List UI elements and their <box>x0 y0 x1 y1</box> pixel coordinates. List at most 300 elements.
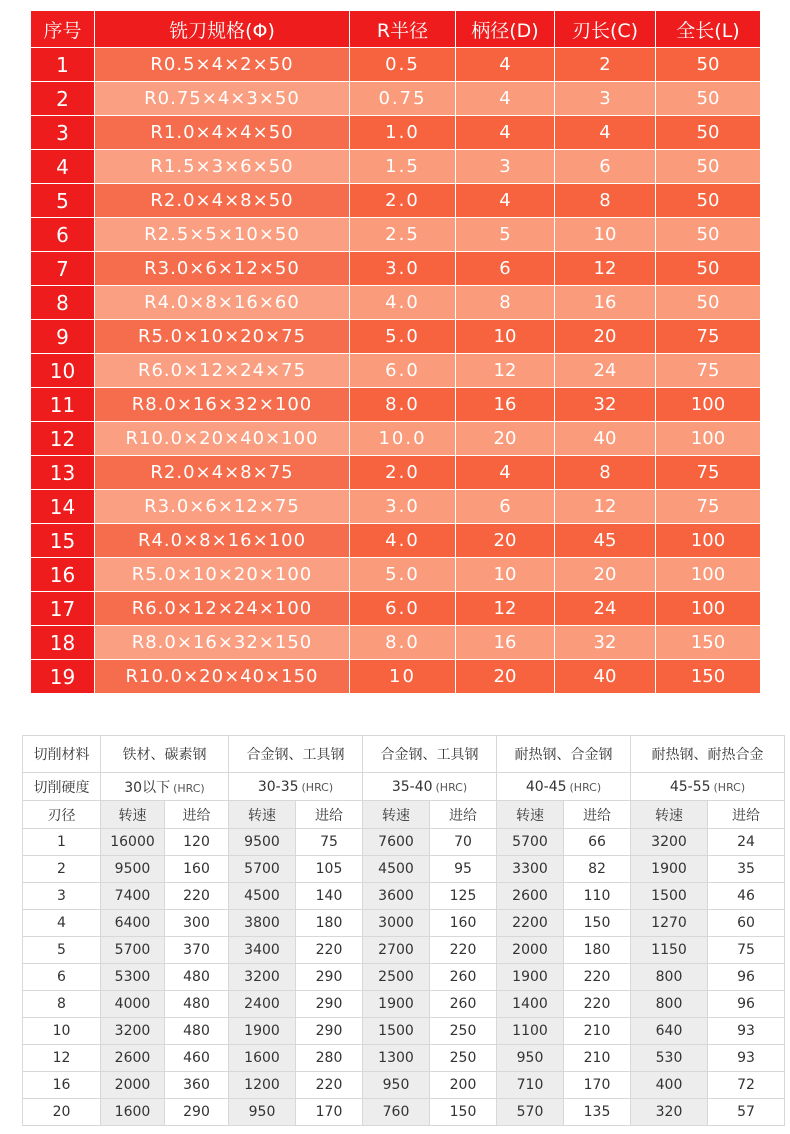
cell-speed: 3800 <box>229 910 296 937</box>
cell-index: 5 <box>31 184 95 218</box>
cell-feed: 290 <box>165 1099 229 1126</box>
cell-feed: 210 <box>564 1045 631 1072</box>
cell-speed: 3600 <box>363 883 430 910</box>
cell-spec: R5.0×10×20×100 <box>95 558 350 592</box>
feed-label: 进给 <box>564 801 631 829</box>
cell-edge-length: 40 <box>555 660 656 694</box>
cell-feed: 170 <box>296 1099 363 1126</box>
cell-index: 9 <box>31 320 95 354</box>
cell-shank: 10 <box>456 320 555 354</box>
cell-radius: 4.0 <box>350 524 456 558</box>
spec-table <box>30 10 761 694</box>
spec-header-row <box>31 11 761 48</box>
cell-total-length: 50 <box>656 116 761 150</box>
cell-feed: 35 <box>708 856 785 883</box>
cell-radius: 8.0 <box>350 388 456 422</box>
cell-radius: 8.0 <box>350 626 456 660</box>
spec-row <box>31 286 761 320</box>
cell-diameter: 10 <box>23 1018 101 1045</box>
speed-label: 转速 <box>229 801 296 829</box>
cell-index: 12 <box>31 422 95 456</box>
hrc-unit: (HRC) <box>435 780 468 794</box>
cell-speed: 320 <box>631 1099 708 1126</box>
speed-label: 转速 <box>631 801 708 829</box>
spec-row <box>31 524 761 558</box>
cell-total-length: 75 <box>656 490 761 524</box>
cell-shank: 4 <box>456 456 555 490</box>
cell-speed: 16000 <box>101 829 165 856</box>
cell-speed: 950 <box>363 1072 430 1099</box>
cut-row <box>23 1072 785 1099</box>
spec-row <box>31 490 761 524</box>
cell-edge-length: 45 <box>555 524 656 558</box>
cell-feed: 60 <box>708 910 785 937</box>
cell-total-length: 50 <box>656 82 761 116</box>
cell-index: 6 <box>31 218 95 252</box>
cell-feed: 93 <box>708 1018 785 1045</box>
cell-index: 14 <box>31 490 95 524</box>
cell-speed: 6400 <box>101 910 165 937</box>
cell-radius: 5.0 <box>350 320 456 354</box>
cell-feed: 110 <box>564 883 631 910</box>
cell-edge-length: 8 <box>555 184 656 218</box>
cell-feed: 57 <box>708 1099 785 1126</box>
cell-feed: 480 <box>165 964 229 991</box>
cut-row <box>23 883 785 910</box>
cell-edge-length: 20 <box>555 320 656 354</box>
cell-spec: R8.0×16×32×150 <box>95 626 350 660</box>
spec-row <box>31 456 761 490</box>
cell-feed: 75 <box>296 829 363 856</box>
cell-feed: 290 <box>296 991 363 1018</box>
cell-index: 1 <box>31 48 95 82</box>
cell-speed: 1900 <box>229 1018 296 1045</box>
cell-feed: 95 <box>430 856 497 883</box>
cut-row <box>23 937 785 964</box>
cell-total-length: 50 <box>656 184 761 218</box>
cell-radius: 3.0 <box>350 252 456 286</box>
cell-edge-length: 40 <box>555 422 656 456</box>
hardness-row <box>23 773 785 801</box>
cell-speed: 950 <box>497 1045 564 1072</box>
cut-row <box>23 910 785 937</box>
cell-index: 11 <box>31 388 95 422</box>
cell-speed: 800 <box>631 964 708 991</box>
material-label: 切削材料 <box>23 736 101 773</box>
cell-index: 15 <box>31 524 95 558</box>
cell-index: 2 <box>31 82 95 116</box>
cell-feed: 75 <box>708 937 785 964</box>
cell-feed: 260 <box>430 964 497 991</box>
cell-speed: 7600 <box>363 829 430 856</box>
cell-total-length: 50 <box>656 252 761 286</box>
cell-speed: 3000 <box>363 910 430 937</box>
cell-diameter: 3 <box>23 883 101 910</box>
cell-shank: 4 <box>456 116 555 150</box>
cell-edge-length: 20 <box>555 558 656 592</box>
cell-index: 7 <box>31 252 95 286</box>
cell-speed: 1400 <box>497 991 564 1018</box>
cell-spec: R6.0×12×24×100 <box>95 592 350 626</box>
cell-edge-length: 10 <box>555 218 656 252</box>
cell-speed: 1500 <box>631 883 708 910</box>
cell-shank: 8 <box>456 286 555 320</box>
cell-radius: 10.0 <box>350 422 456 456</box>
cell-speed: 2500 <box>363 964 430 991</box>
cell-shank: 6 <box>456 252 555 286</box>
cell-feed: 72 <box>708 1072 785 1099</box>
cell-speed: 1150 <box>631 937 708 964</box>
cut-row <box>23 856 785 883</box>
cell-feed: 82 <box>564 856 631 883</box>
cell-spec: R3.0×6×12×50 <box>95 252 350 286</box>
cell-feed: 480 <box>165 1018 229 1045</box>
speed-label: 转速 <box>497 801 564 829</box>
cell-speed: 2600 <box>101 1045 165 1072</box>
cell-speed: 530 <box>631 1045 708 1072</box>
cell-speed: 1600 <box>229 1045 296 1072</box>
cell-total-length: 75 <box>656 456 761 490</box>
header-index: 序号 <box>31 11 95 48</box>
cell-speed: 1100 <box>497 1018 564 1045</box>
cell-speed: 1900 <box>363 991 430 1018</box>
cell-total-length: 100 <box>656 388 761 422</box>
cell-total-length: 50 <box>656 286 761 320</box>
cell-feed: 96 <box>708 991 785 1018</box>
cell-feed: 300 <box>165 910 229 937</box>
cell-feed: 250 <box>430 1018 497 1045</box>
material-4: 耐热钢、合金钢 <box>497 736 631 773</box>
cell-diameter: 12 <box>23 1045 101 1072</box>
cell-shank: 6 <box>456 490 555 524</box>
cell-feed: 210 <box>564 1018 631 1045</box>
cell-speed: 800 <box>631 991 708 1018</box>
cell-speed: 3200 <box>101 1018 165 1045</box>
hardness-value: 35-40 <box>391 778 433 795</box>
cut-row <box>23 1099 785 1126</box>
cell-speed: 1900 <box>497 964 564 991</box>
spec-row <box>31 320 761 354</box>
cell-spec: R10.0×20×40×100 <box>95 422 350 456</box>
hrc-unit: (HRC) <box>713 780 746 794</box>
cell-feed: 93 <box>708 1045 785 1072</box>
cell-feed: 180 <box>564 937 631 964</box>
cell-radius: 2.0 <box>350 184 456 218</box>
cell-feed: 105 <box>296 856 363 883</box>
header-radius: R半径 <box>350 11 456 48</box>
cell-speed: 2600 <box>497 883 564 910</box>
cell-edge-length: 6 <box>555 150 656 184</box>
cell-speed: 4000 <box>101 991 165 1018</box>
hardness-value: 30-35 <box>257 778 299 795</box>
cut-row <box>23 964 785 991</box>
cell-feed: 180 <box>296 910 363 937</box>
cell-speed: 570 <box>497 1099 564 1126</box>
cell-diameter: 8 <box>23 991 101 1018</box>
cell-feed: 360 <box>165 1072 229 1099</box>
cell-total-length: 150 <box>656 660 761 694</box>
cut-row <box>23 991 785 1018</box>
cell-spec: R1.0×4×4×50 <box>95 116 350 150</box>
cell-spec: R5.0×10×20×75 <box>95 320 350 354</box>
cell-spec: R3.0×6×12×75 <box>95 490 350 524</box>
cell-speed: 710 <box>497 1072 564 1099</box>
cell-feed: 125 <box>430 883 497 910</box>
cell-diameter: 1 <box>23 829 101 856</box>
header-spec: 铣刀规格(Φ) <box>95 11 350 48</box>
cell-shank: 20 <box>456 422 555 456</box>
cell-shank: 12 <box>456 354 555 388</box>
cell-shank: 20 <box>456 524 555 558</box>
spec-row <box>31 558 761 592</box>
cell-speed: 1600 <box>101 1099 165 1126</box>
param-header-row <box>23 801 785 829</box>
cell-feed: 150 <box>564 910 631 937</box>
cell-total-length: 50 <box>656 150 761 184</box>
cell-radius: 2.0 <box>350 456 456 490</box>
speed-label: 转速 <box>101 801 165 829</box>
cell-index: 16 <box>31 558 95 592</box>
cell-spec: R2.5×5×10×50 <box>95 218 350 252</box>
cell-feed: 280 <box>296 1045 363 1072</box>
cell-speed: 2400 <box>229 991 296 1018</box>
cell-feed: 220 <box>430 937 497 964</box>
spec-body <box>31 48 761 694</box>
cell-edge-length: 12 <box>555 252 656 286</box>
cell-feed: 290 <box>296 1018 363 1045</box>
cell-index: 4 <box>31 150 95 184</box>
cell-edge-length: 2 <box>555 48 656 82</box>
cell-feed: 70 <box>430 829 497 856</box>
cell-speed: 4500 <box>363 856 430 883</box>
cell-edge-length: 4 <box>555 116 656 150</box>
cell-radius: 1.5 <box>350 150 456 184</box>
cell-feed: 150 <box>430 1099 497 1126</box>
cell-radius: 6.0 <box>350 592 456 626</box>
cell-total-length: 100 <box>656 524 761 558</box>
cell-diameter: 2 <box>23 856 101 883</box>
cell-radius: 0.75 <box>350 82 456 116</box>
cell-speed: 1500 <box>363 1018 430 1045</box>
cell-shank: 4 <box>456 82 555 116</box>
cell-spec: R8.0×16×32×100 <box>95 388 350 422</box>
cell-total-length: 50 <box>656 48 761 82</box>
cell-shank: 10 <box>456 558 555 592</box>
cell-speed: 5300 <box>101 964 165 991</box>
cell-total-length: 100 <box>656 422 761 456</box>
feed-label: 进给 <box>296 801 363 829</box>
spec-row <box>31 218 761 252</box>
cell-edge-length: 16 <box>555 286 656 320</box>
cell-edge-length: 32 <box>555 388 656 422</box>
cell-feed: 96 <box>708 964 785 991</box>
cell-feed: 250 <box>430 1045 497 1072</box>
cell-diameter: 16 <box>23 1072 101 1099</box>
cell-total-length: 50 <box>656 218 761 252</box>
cell-shank: 4 <box>456 48 555 82</box>
cell-spec: R2.0×4×8×50 <box>95 184 350 218</box>
cell-feed: 170 <box>564 1072 631 1099</box>
cell-spec: R4.0×8×16×100 <box>95 524 350 558</box>
cell-index: 8 <box>31 286 95 320</box>
hardness-5 <box>631 773 785 801</box>
material-5: 耐热钢、耐热合金 <box>631 736 785 773</box>
spec-row <box>31 116 761 150</box>
cell-speed: 400 <box>631 1072 708 1099</box>
diameter-label: 刃径 <box>23 801 101 829</box>
cell-total-length: 75 <box>656 354 761 388</box>
cut-row <box>23 1045 785 1072</box>
cell-feed: 460 <box>165 1045 229 1072</box>
spec-row <box>31 252 761 286</box>
cell-total-length: 100 <box>656 592 761 626</box>
cell-radius: 2.5 <box>350 218 456 252</box>
cell-edge-length: 24 <box>555 354 656 388</box>
material-2: 合金钢、工具钢 <box>229 736 363 773</box>
cell-speed: 5700 <box>101 937 165 964</box>
cell-speed: 640 <box>631 1018 708 1045</box>
material-3: 合金钢、工具钢 <box>363 736 497 773</box>
cell-speed: 2000 <box>101 1072 165 1099</box>
cell-feed: 200 <box>430 1072 497 1099</box>
speed-label: 转速 <box>363 801 430 829</box>
header-shank: 柄径(D) <box>456 11 555 48</box>
cell-speed: 1900 <box>631 856 708 883</box>
cell-spec: R1.5×3×6×50 <box>95 150 350 184</box>
cell-speed: 1270 <box>631 910 708 937</box>
cell-speed: 2700 <box>363 937 430 964</box>
cell-diameter: 6 <box>23 964 101 991</box>
cell-shank: 5 <box>456 218 555 252</box>
spec-row <box>31 660 761 694</box>
cutting-parameters-table <box>22 735 785 1126</box>
cut-row <box>23 829 785 856</box>
cell-feed: 220 <box>564 991 631 1018</box>
cell-spec: R6.0×12×24×75 <box>95 354 350 388</box>
hrc-unit: (HRC) <box>173 781 205 795</box>
feed-label: 进给 <box>165 801 229 829</box>
cell-index: 13 <box>31 456 95 490</box>
hardness-3 <box>363 773 497 801</box>
spec-row <box>31 422 761 456</box>
hrc-unit: (HRC) <box>301 780 334 794</box>
cell-index: 18 <box>31 626 95 660</box>
cell-index: 10 <box>31 354 95 388</box>
spec-row <box>31 82 761 116</box>
cell-spec: R2.0×4×8×75 <box>95 456 350 490</box>
cell-feed: 140 <box>296 883 363 910</box>
cell-edge-length: 3 <box>555 82 656 116</box>
spec-row <box>31 150 761 184</box>
cell-speed: 2000 <box>497 937 564 964</box>
cell-speed: 950 <box>229 1099 296 1126</box>
cell-shank: 4 <box>456 184 555 218</box>
cell-radius: 6.0 <box>350 354 456 388</box>
hardness-2 <box>229 773 363 801</box>
cell-index: 17 <box>31 592 95 626</box>
cell-feed: 135 <box>564 1099 631 1126</box>
feed-label: 进给 <box>708 801 785 829</box>
cell-radius: 0.5 <box>350 48 456 82</box>
hardness-1 <box>101 773 229 801</box>
cell-speed: 5700 <box>497 829 564 856</box>
cell-feed: 220 <box>296 1072 363 1099</box>
cell-diameter: 20 <box>23 1099 101 1126</box>
header-total-length: 全长(L) <box>656 11 761 48</box>
cell-diameter: 5 <box>23 937 101 964</box>
cell-speed: 760 <box>363 1099 430 1126</box>
cut-row <box>23 1018 785 1045</box>
cell-feed: 160 <box>430 910 497 937</box>
cell-speed: 4500 <box>229 883 296 910</box>
cell-index: 19 <box>31 660 95 694</box>
cell-speed: 7400 <box>101 883 165 910</box>
hardness-value: 30以下 <box>124 779 171 796</box>
cell-radius: 4.0 <box>350 286 456 320</box>
cell-edge-length: 32 <box>555 626 656 660</box>
spec-row <box>31 388 761 422</box>
feed-label: 进给 <box>430 801 497 829</box>
cell-speed: 9500 <box>229 829 296 856</box>
header-edge-length: 刃长(C) <box>555 11 656 48</box>
cell-total-length: 75 <box>656 320 761 354</box>
cut-table-container <box>22 735 764 1126</box>
cell-spec: R0.5×4×2×50 <box>95 48 350 82</box>
cell-feed: 160 <box>165 856 229 883</box>
cell-feed: 46 <box>708 883 785 910</box>
cell-feed: 66 <box>564 829 631 856</box>
cell-feed: 220 <box>564 964 631 991</box>
cell-diameter: 4 <box>23 910 101 937</box>
cell-total-length: 150 <box>656 626 761 660</box>
hrc-unit: (HRC) <box>569 780 602 794</box>
cell-speed: 2200 <box>497 910 564 937</box>
spec-table-container <box>30 10 760 694</box>
spec-row <box>31 592 761 626</box>
spec-row <box>31 48 761 82</box>
cell-shank: 12 <box>456 592 555 626</box>
cell-shank: 16 <box>456 388 555 422</box>
cell-spec: R4.0×8×16×60 <box>95 286 350 320</box>
cell-radius: 1.0 <box>350 116 456 150</box>
cell-radius: 5.0 <box>350 558 456 592</box>
cell-radius: 3.0 <box>350 490 456 524</box>
cell-shank: 16 <box>456 626 555 660</box>
cut-body <box>23 736 785 1126</box>
hardness-value: 40-45 <box>525 778 567 795</box>
cell-speed: 3200 <box>631 829 708 856</box>
cell-index: 3 <box>31 116 95 150</box>
spec-row <box>31 184 761 218</box>
cell-feed: 290 <box>296 964 363 991</box>
cell-shank: 20 <box>456 660 555 694</box>
cell-speed: 1300 <box>363 1045 430 1072</box>
cell-edge-length: 8 <box>555 456 656 490</box>
cell-feed: 370 <box>165 937 229 964</box>
cell-speed: 9500 <box>101 856 165 883</box>
cell-spec: R0.75×4×3×50 <box>95 82 350 116</box>
cell-speed: 3400 <box>229 937 296 964</box>
cell-speed: 3200 <box>229 964 296 991</box>
cell-feed: 220 <box>165 883 229 910</box>
material-row <box>23 736 785 773</box>
cell-speed: 5700 <box>229 856 296 883</box>
cell-edge-length: 12 <box>555 490 656 524</box>
cell-feed: 260 <box>430 991 497 1018</box>
material-1: 铁材、碳素钢 <box>101 736 229 773</box>
cell-feed: 24 <box>708 829 785 856</box>
spec-row <box>31 354 761 388</box>
